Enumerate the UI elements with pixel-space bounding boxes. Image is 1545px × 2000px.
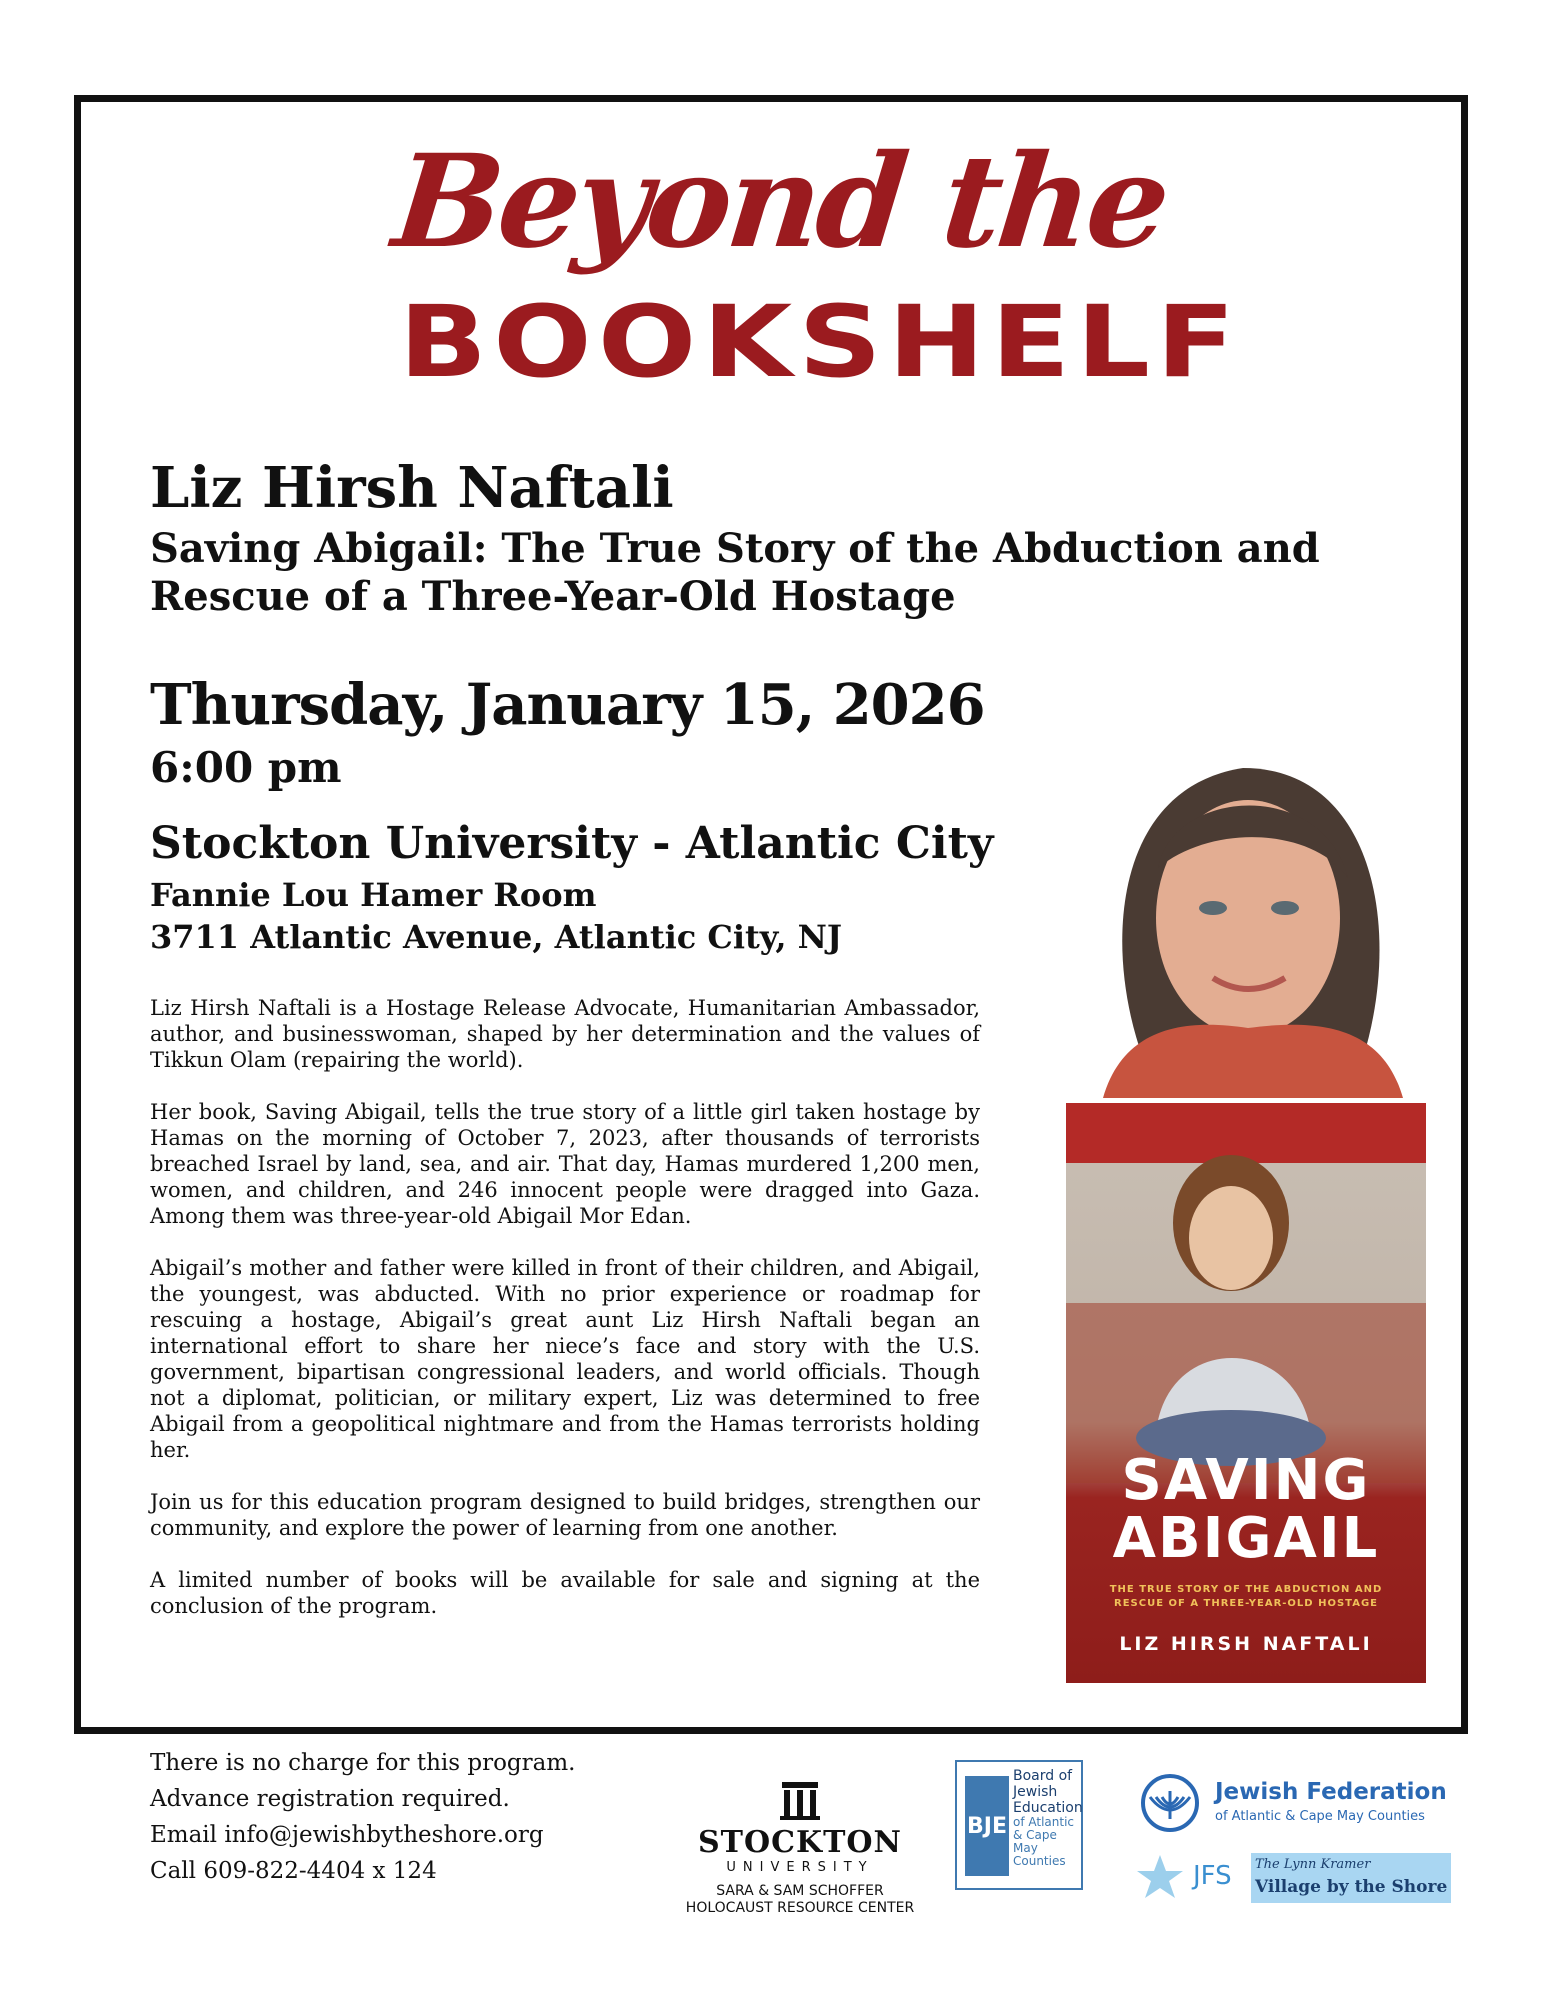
description-paragraph: Join us for this education program designed to build bridges, strengthen our community, and explore the power of learning from one another. xyxy=(150,1490,980,1540)
star-icon xyxy=(1135,1853,1185,1903)
bje-logo xyxy=(955,1760,1083,1890)
description-paragraph: Her book, Saving Abigail, tells the true story of a little girl taken hostage by Hamas on the morning of October 7, 2023, after thousands of terrorists breached Israel by land, sea, and air. That day, Hamas murdered 1,200 men, women, and children, and 246 innocent people were dragged into Gaza. Among them was three-year-old Abigail Mor Edan. xyxy=(150,1100,980,1228)
book-title-line2: Rescue of a Three-Year-Old Hostage xyxy=(150,573,956,620)
stockton-name: STOCKTON xyxy=(698,1825,902,1860)
event-room: Fannie Lou Hamer Room xyxy=(150,876,597,914)
cover-title-line1: SAVING xyxy=(1121,1448,1371,1513)
stockton-center xyxy=(650,1883,950,1917)
cover-subtitle: THE TRUE STORY OF THE ABDUCTION AND RESCUE OF A THREE-YEAR-OLD HOSTAGE xyxy=(1109,1584,1383,1609)
book-title-line1: Saving Abigail: The True Story of the Abduction and xyxy=(150,525,1320,572)
bje-text xyxy=(1013,1768,1081,1868)
book-title xyxy=(150,525,1380,621)
footer-phone[interactable]: Call 609-822-4404 x 124 xyxy=(150,1858,437,1884)
description xyxy=(150,995,980,1645)
jfs-village-line1: The Lynn Kramer xyxy=(1255,1857,1371,1872)
stockton-center-line2: HOLOCAUST RESOURCE CENTER xyxy=(685,1900,915,1916)
jfs-acronym: JFS xyxy=(1193,1861,1232,1891)
jewish-federation-logo xyxy=(1135,1773,1475,1833)
jfed-sub: of Atlantic & Cape May Counties xyxy=(1215,1809,1425,1824)
header-script: Beyond the xyxy=(387,127,1173,277)
bje-sub: of Atlantic & Cape May Counties xyxy=(1013,1815,1075,1868)
footer-registration: Advance registration required. xyxy=(150,1786,510,1812)
stockton-logo xyxy=(650,1780,950,1917)
bje-line1: Board of xyxy=(1013,1768,1073,1784)
header-block: BOOKSHELF xyxy=(398,285,1242,400)
stockton-tower-icon xyxy=(778,1780,822,1820)
jfed-name: Jewish Federation xyxy=(1215,1779,1447,1805)
jfs-village-line2: Village by the Shore xyxy=(1255,1877,1448,1897)
cover-title-line2: ABIGAIL xyxy=(1112,1506,1380,1571)
menorah-icon xyxy=(1135,1773,1205,1833)
author-name: Liz Hirsh Naftali xyxy=(150,455,674,521)
description-paragraph: Abigail’s mother and father were killed in front of their children, and Abigail, the youngest, was abducted. With no prior experience or roadmap for rescuing a hostage, Abigail’s great aunt Liz Hirsh Naftali began an international effort to share her niece’s face and story with the U.S. government, bipartisan congressional leaders, and world officials. Though not a diplomat, politician, or military expert, Liz was determined to free Abigail from a geopolitical nightmare and from the Hamas terrorists holding her. xyxy=(150,1256,980,1462)
event-time: 6:00 pm xyxy=(150,743,342,792)
event-date: Thursday, January 15, 2026 xyxy=(150,672,985,738)
footer-email[interactable]: Email info@jewishbytheshore.org xyxy=(150,1822,544,1848)
book-cover xyxy=(1066,1103,1426,1683)
jfs-village-band xyxy=(1251,1853,1451,1903)
footer-cost: There is no charge for this program. xyxy=(150,1750,576,1776)
description-paragraph: Liz Hirsh Naftali is a Hostage Release Advocate, Humanitarian Ambassador, author, and businesswoman, shaped by her determination and the values of Tikkun Olam (repairing the world). xyxy=(150,996,980,1072)
jfs-logo xyxy=(1135,1847,1475,1907)
stockton-center-line1: SARA & SAM SCHOFFER xyxy=(716,1883,884,1899)
footer-info xyxy=(150,1745,575,1889)
author-photo xyxy=(1063,728,1423,1098)
stockton-university: UNIVERSITY xyxy=(726,1860,874,1875)
event-venue: Stockton University - Atlantic City xyxy=(150,818,994,869)
description-paragraph: A limited number of books will be available for sale and signing at the conclusion of the program. xyxy=(150,1568,980,1618)
bje-line3: Education xyxy=(1013,1800,1083,1816)
event-address: 3711 Atlantic Avenue, Atlantic City, NJ xyxy=(150,918,842,956)
cover-author: LIZ HIRSH NAFTALI xyxy=(1119,1633,1373,1655)
bje-line2: Jewish xyxy=(1013,1784,1058,1800)
bje-mark: BJE xyxy=(965,1776,1009,1876)
